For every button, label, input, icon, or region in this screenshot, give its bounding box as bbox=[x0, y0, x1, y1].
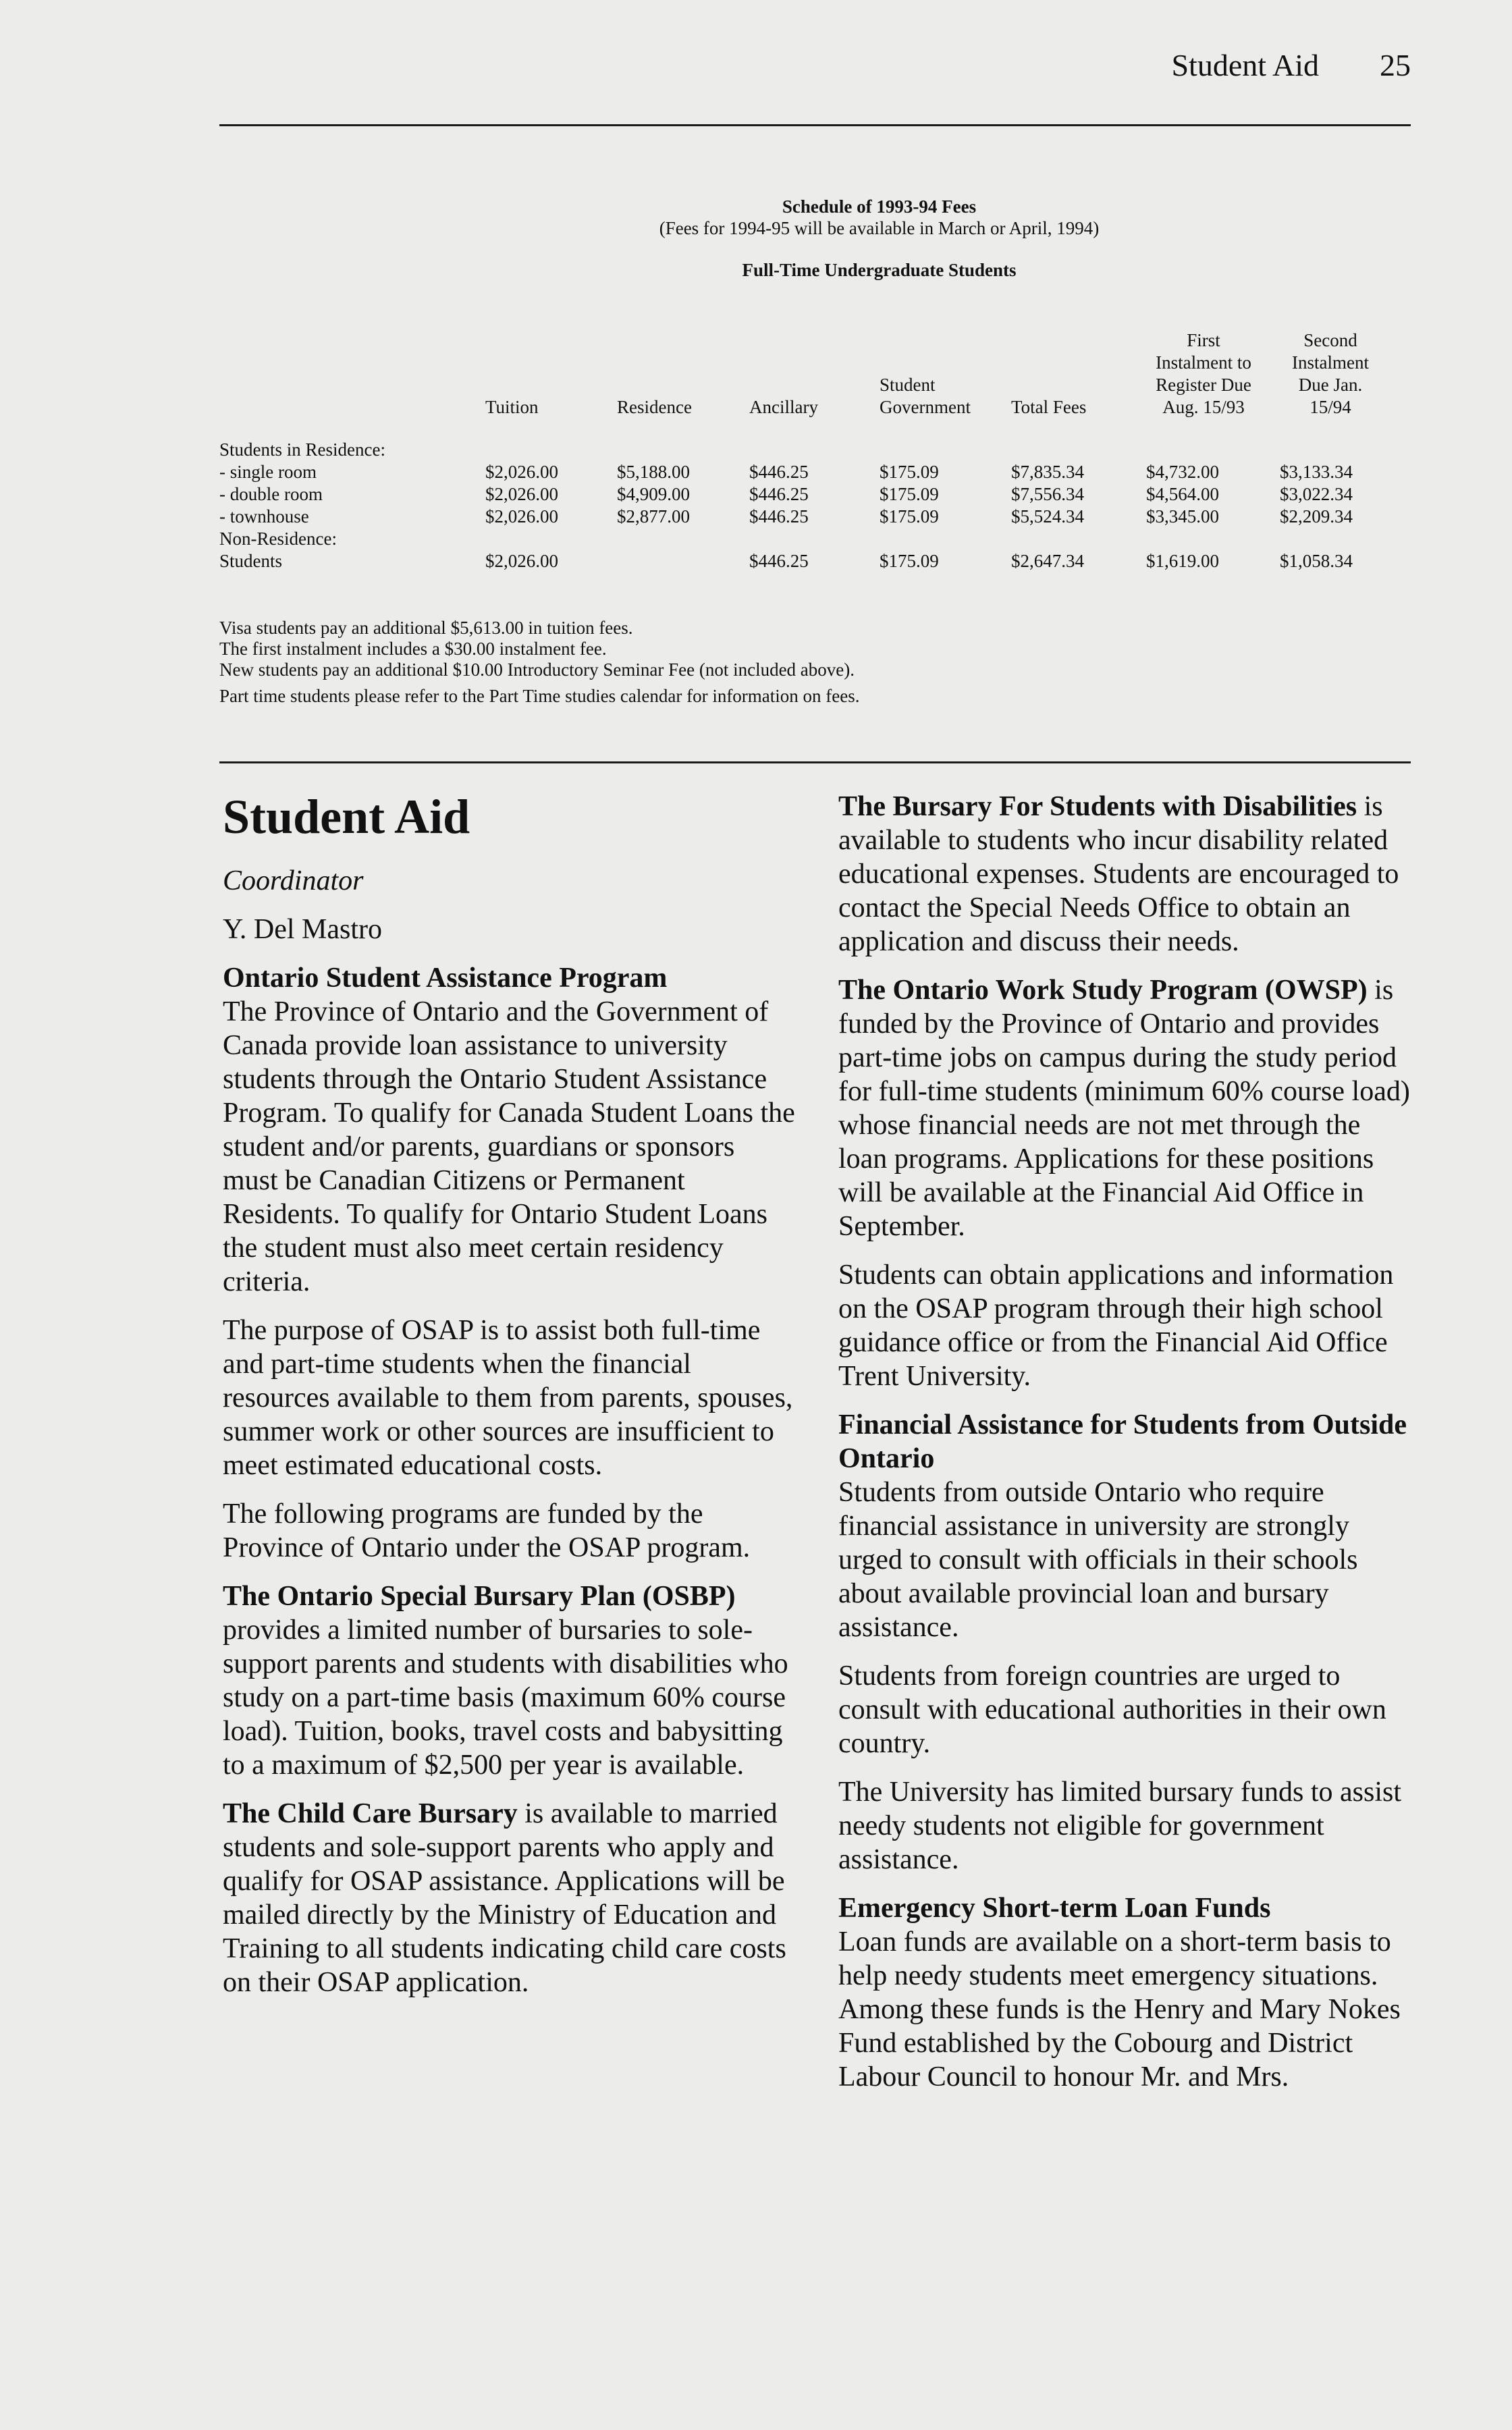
left-column bbox=[223, 790, 796, 2014]
header-tuition: Tuition bbox=[485, 397, 539, 417]
section-rule bbox=[219, 761, 1411, 763]
cell-first: $4,564.00 bbox=[1146, 484, 1219, 504]
outside-ontario-paragraph bbox=[838, 1408, 1412, 1644]
emergency-paragraph bbox=[838, 1891, 1412, 2094]
cell-total: $7,835.34 bbox=[1011, 462, 1084, 482]
group-label-residence: Students in Residence: bbox=[219, 439, 385, 460]
cell-tuition: $2,026.00 bbox=[485, 506, 558, 526]
header-residence: Residence bbox=[617, 397, 692, 417]
right-column bbox=[838, 790, 1412, 2109]
university-bursary-paragraph: The University has limited bursary funds to assist needy students not eligible for government assistance. bbox=[838, 1777, 1402, 1875]
row-label: Students bbox=[219, 551, 283, 571]
cell-ancillary: $446.25 bbox=[749, 462, 809, 482]
osbp-text: provides a limited number of bursaries to sole-support parents and students with disabilities who study on a part-time basis (maximum 60% course load). Tuition, books, travel costs and babysitting to a maximum of $2,500 per year is available. bbox=[223, 1615, 788, 1781]
schedule-heading: Full-Time Undergraduate Students bbox=[742, 260, 1017, 280]
cell-government: $175.09 bbox=[880, 551, 939, 571]
cell-government: $175.09 bbox=[880, 484, 939, 504]
section-title: Student Aid bbox=[223, 790, 470, 844]
table-spacer bbox=[219, 418, 1408, 439]
disabilities-lead: The Bursary For Students with Disabilities bbox=[838, 791, 1357, 822]
cell-total: $2,647.34 bbox=[1011, 551, 1084, 571]
cell-ancillary: $446.25 bbox=[749, 484, 809, 504]
osbp-lead: The Ontario Special Bursary Plan (OSBP) bbox=[223, 1581, 736, 1612]
cell-first: $1,619.00 bbox=[1146, 551, 1219, 571]
osbp-paragraph bbox=[223, 1580, 796, 1782]
outside-ontario-heading: Financial Assistance for Students from Outside Ontario bbox=[838, 1409, 1407, 1474]
cell-residence: $5,188.00 bbox=[617, 462, 690, 482]
cell-first: $4,732.00 bbox=[1146, 462, 1219, 482]
owsp-paragraph bbox=[838, 973, 1412, 1243]
cell-second: $1,058.34 bbox=[1280, 551, 1353, 571]
top-rule bbox=[219, 124, 1411, 126]
table-row bbox=[219, 461, 1408, 483]
table-row bbox=[219, 506, 1408, 528]
cell-tuition: $2,026.00 bbox=[485, 462, 558, 482]
header-second-instalment: Second Instalment Due Jan. 15/94 bbox=[1292, 330, 1369, 417]
owsp-lead: The Ontario Work Study Program (OWSP) bbox=[838, 975, 1368, 1006]
row-label: - townhouse bbox=[219, 506, 309, 526]
cell-second: $3,133.34 bbox=[1280, 462, 1353, 482]
fee-table-header bbox=[219, 304, 1408, 418]
osap-purpose-paragraph: The purpose of OSAP is to assist both full-time and part-time students when the financial resources available to them from parents, spouses, summer work or other sources are insufficient to meet estimated educational costs. bbox=[223, 1315, 793, 1481]
coordinator-name: Y. Del Mastro bbox=[223, 914, 383, 945]
fee-notes bbox=[219, 618, 860, 707]
row-label: - single room bbox=[219, 462, 317, 482]
cell-second: $3,022.34 bbox=[1280, 484, 1353, 504]
cell-government: $175.09 bbox=[880, 462, 939, 482]
owsp-text: is funded by the Province of Ontario and provides part-time jobs on campus during the study period for full-time students (minimum 60% course load) whose financial needs are not met through the loan programs. Applications for these positions will be available at the Financial Aid Office in September. bbox=[838, 975, 1410, 1242]
cell-total: $7,556.34 bbox=[1011, 484, 1084, 504]
cell-residence: $4,909.00 bbox=[617, 484, 690, 504]
cell-ancillary: $446.25 bbox=[749, 506, 809, 526]
row-label: - double room bbox=[219, 484, 323, 504]
cell-residence bbox=[617, 550, 749, 572]
cell-residence: $2,877.00 bbox=[617, 506, 690, 526]
fee-note: New students pay an additional $10.00 Introductory Seminar Fee (not included above). bbox=[219, 659, 855, 680]
header-total: Total Fees bbox=[1011, 397, 1087, 417]
cell-tuition: $2,026.00 bbox=[485, 484, 558, 504]
disabilities-text: is available to students who incur disability related educational expenses. Students are encouraged to contact the Special Needs Office to obtain an application and discuss their needs. bbox=[838, 791, 1399, 957]
foreign-students-paragraph: Students from foreign countries are urged to consult with educational authorities in their own country. bbox=[838, 1660, 1386, 1759]
table-row bbox=[219, 550, 1408, 572]
table-group-row bbox=[219, 439, 1408, 461]
fee-table bbox=[219, 304, 1408, 572]
childcare-text: is available to married students and sole-support parents who apply and qualify for OSAP assistance. Applications will be mailed directly by the Ministry of Education and Training to all students indicating child care costs on their OSAP application. bbox=[223, 1798, 786, 1998]
emergency-heading: Emergency Short-term Loan Funds bbox=[838, 1893, 1271, 1924]
childcare-lead: The Child Care Bursary bbox=[223, 1798, 518, 1829]
childcare-paragraph bbox=[223, 1797, 796, 1999]
running-title: Student Aid bbox=[1171, 48, 1319, 82]
outside-ontario-text: Students from outside Ontario who require financial assistance in university are strongly urged to consult with officials in their schools about available provincial loan and bursary assistance. bbox=[838, 1477, 1358, 1643]
table-row bbox=[219, 483, 1408, 506]
fee-note: Part time students please refer to the Part Time studies calendar for information on fees. bbox=[219, 686, 860, 706]
cell-ancillary: $446.25 bbox=[749, 551, 809, 571]
schedule-title: Schedule of 1993-94 Fees bbox=[782, 196, 977, 217]
fee-schedule bbox=[219, 196, 1411, 706]
fee-note: Visa students pay an additional $5,613.00 in tuition fees. bbox=[219, 618, 633, 638]
osap-text: The Province of Ontario and the Government of Canada provide loan assistance to university students through the Ontario Student Assistance Program. To qualify for Canada Student Loans the student and/or parents, guardians or sponsors must be Canadian Citizens or Permanent Residents. To qualify for Ontario Student Loans the student must also meet certain residency criteria. bbox=[223, 996, 795, 1297]
coordinator-label: Coordinator bbox=[223, 865, 364, 896]
page-number: 25 bbox=[1380, 48, 1411, 82]
table-group-row bbox=[219, 528, 1408, 550]
cell-tuition: $2,026.00 bbox=[485, 551, 558, 571]
disabilities-paragraph bbox=[838, 790, 1412, 959]
header-label bbox=[219, 304, 485, 418]
osap-paragraph bbox=[223, 961, 796, 1299]
cell-government: $175.09 bbox=[880, 506, 939, 526]
running-head bbox=[1171, 47, 1411, 83]
cell-second: $2,209.34 bbox=[1280, 506, 1353, 526]
header-ancillary: Ancillary bbox=[749, 397, 818, 417]
cell-total: $5,524.34 bbox=[1011, 506, 1084, 526]
osap-programs-paragraph: The following programs are funded by the Province of Ontario under the OSAP program. bbox=[223, 1498, 751, 1563]
osap-heading: Ontario Student Assistance Program bbox=[223, 963, 668, 994]
fee-note: The first instalment includes a $30.00 instalment fee. bbox=[219, 639, 607, 659]
apply-paragraph: Students can obtain applications and information on the OSAP program through their high school guidance office or from the Financial Aid Office Trent University. bbox=[838, 1260, 1394, 1392]
schedule-subtitle: (Fees for 1994-95 will be available in March or April, 1994) bbox=[659, 218, 1100, 238]
header-first-instalment: First Instalment to Register Due Aug. 15/93 bbox=[1156, 330, 1251, 417]
emergency-text: Loan funds are available on a short-term basis to help needy students meet emergency situations. Among these funds is the Henry and Mary Nokes Fund established by the Cobourg and District Labour Council to honour Mr. and Mrs. bbox=[838, 1926, 1401, 2092]
cell-first: $3,345.00 bbox=[1146, 506, 1219, 526]
group-label-nonres: Non-Residence: bbox=[219, 529, 337, 549]
header-government: Student Government bbox=[880, 375, 971, 417]
